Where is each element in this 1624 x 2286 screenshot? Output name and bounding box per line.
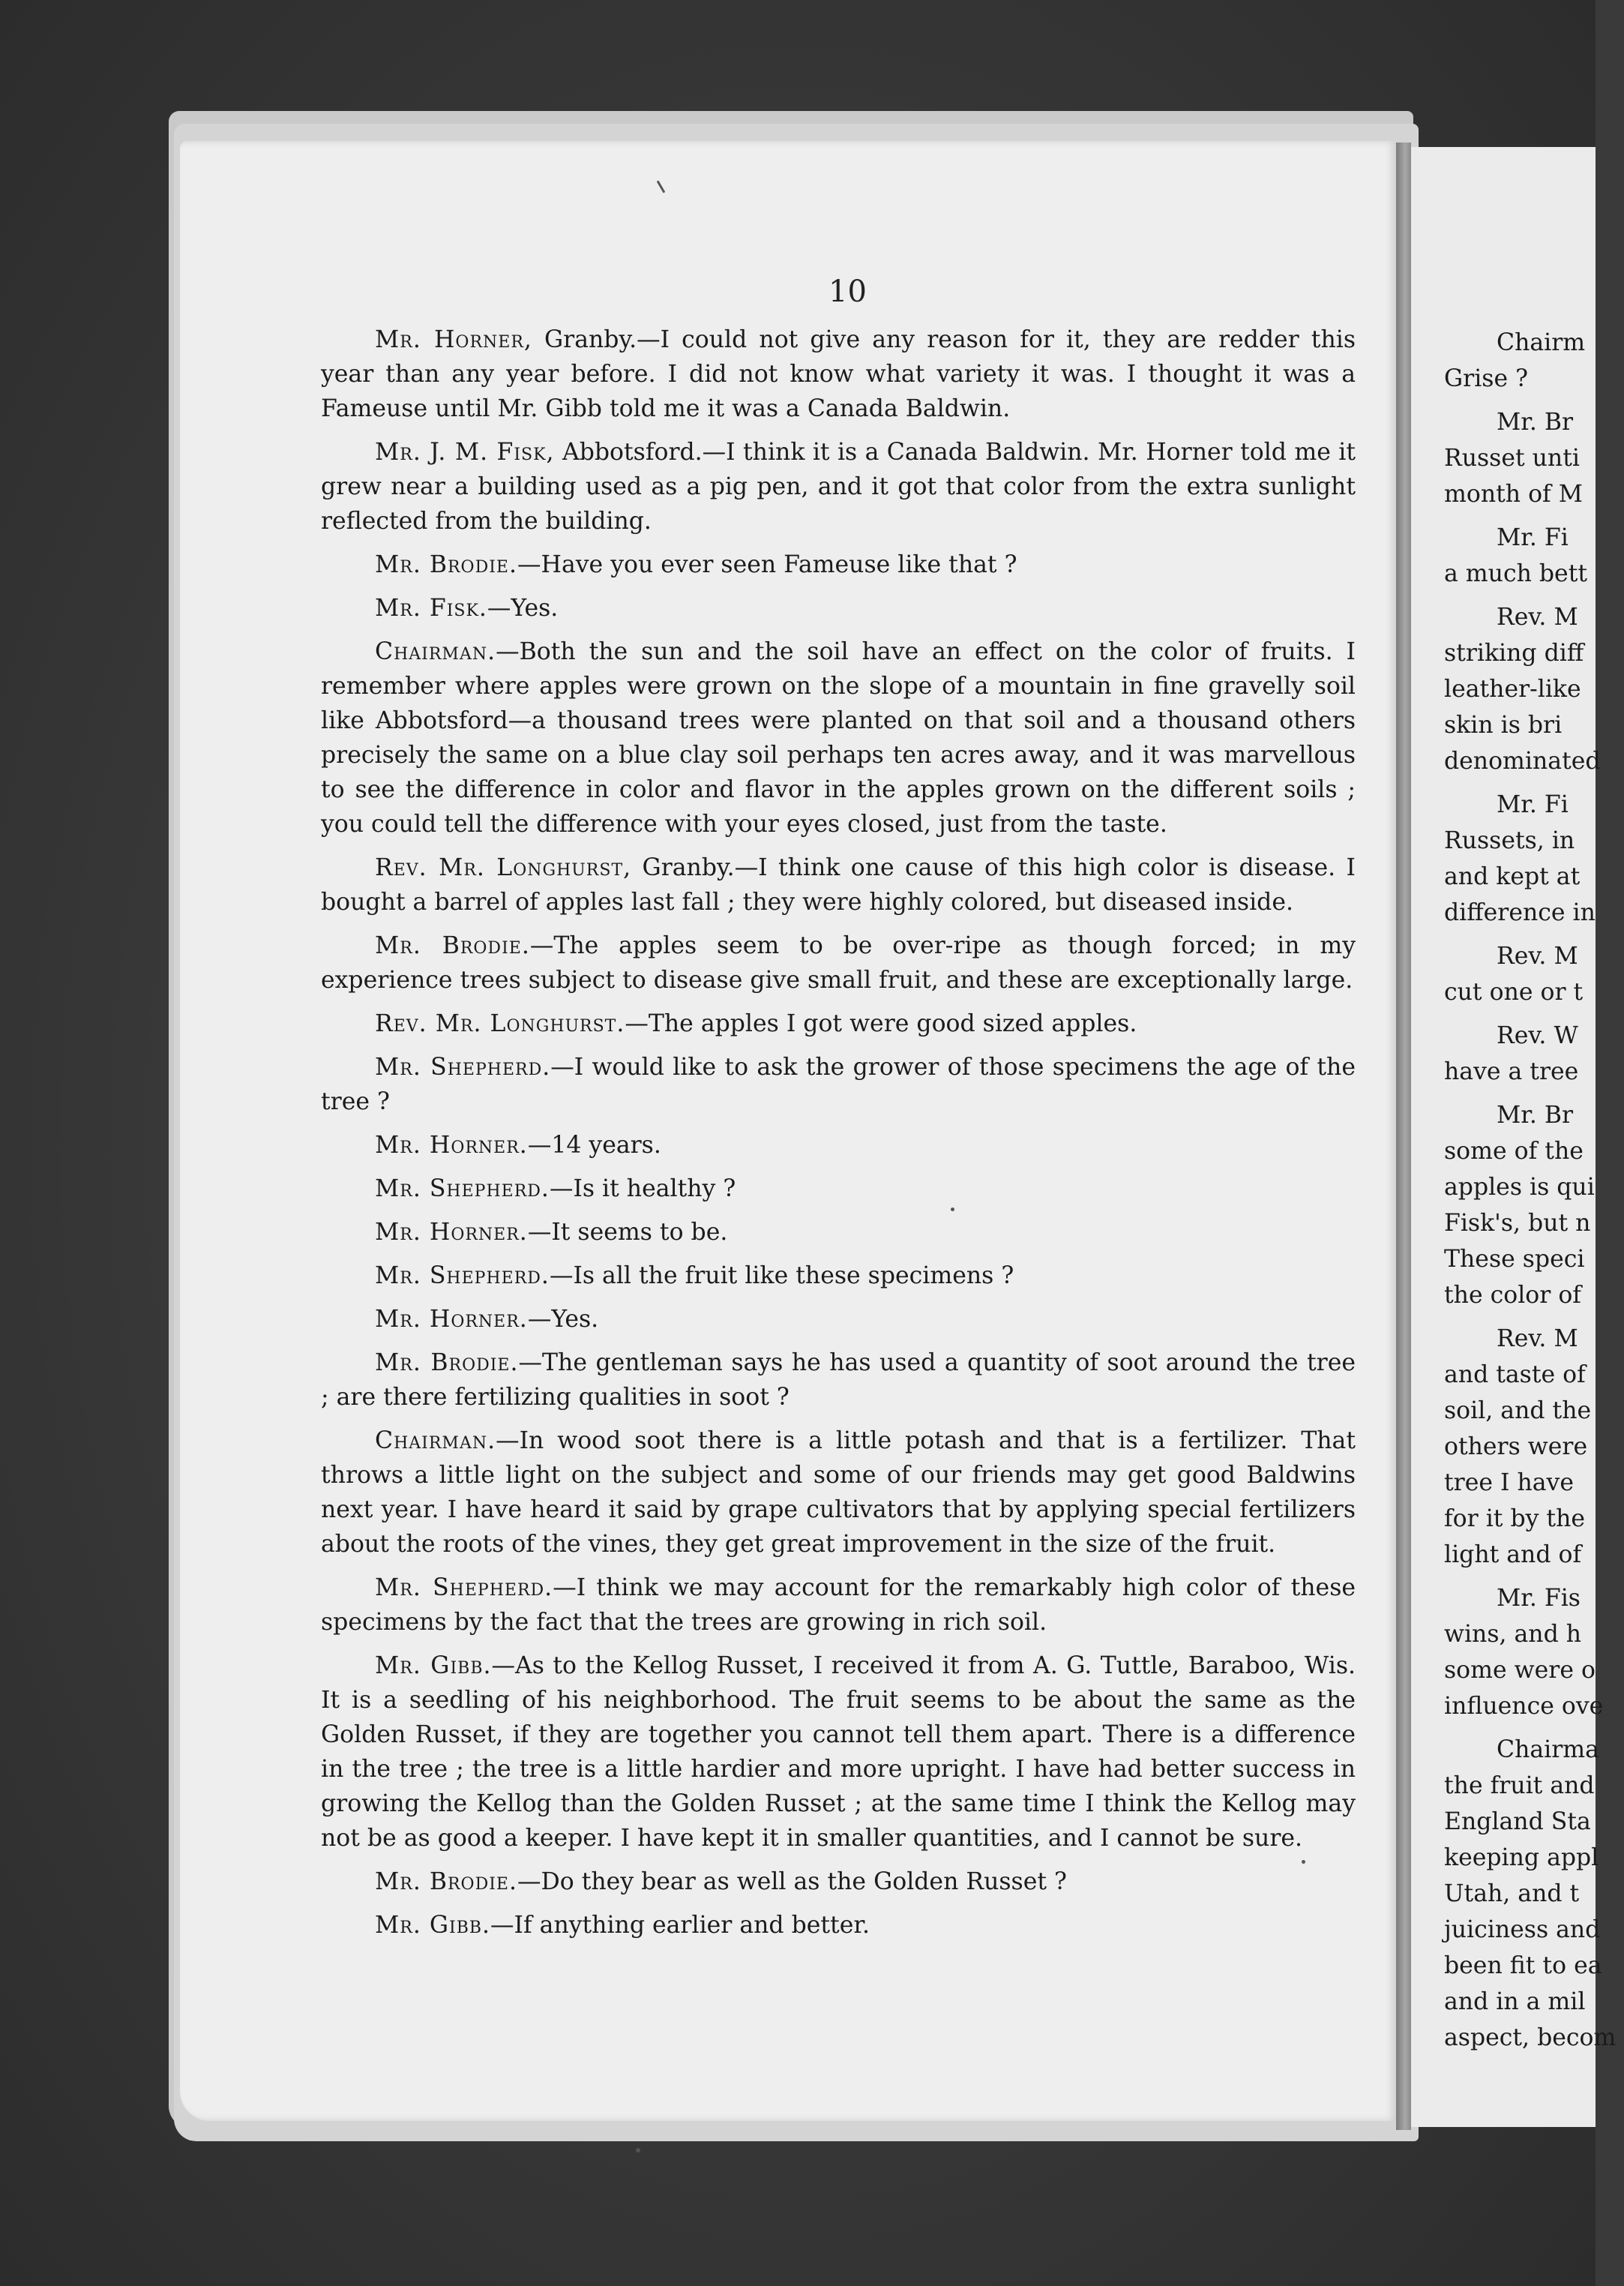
right-page-line: month of M [1444,481,1583,508]
speaker-name: Mr. Gibb. [375,1912,491,1939]
line-gap [1444,398,1624,405]
paragraph-text: Abbotsford.—I think it is a Canada Baldwin. Mr. Horner told me it grew near a building used as a pig pen, and it got that color from the extra sunlight reflected from the building. [321,439,1356,535]
right-page-line: difference in [1444,899,1596,926]
line-gap [1444,1574,1624,1581]
right-page-line: some were o [1444,1657,1596,1684]
line-gap [1444,592,1624,600]
speaker-name: Mr. Horner. [375,1219,528,1246]
paragraph-text: —In wood soot there is a little potash and that is a fertilizer. That throws a little light on the subject and some of our friends may get good Baldwins next year. I have heard it said by grape cultivators that by applying special fertilizers about the roots of the vines, they get great improvement in the size of the fruit. [321,1427,1356,1558]
right-page-line: leather-like [1444,676,1581,703]
paragraph-text: Granby.—I could not give any reason for it, they are redder this year than any year before. I did not know what variety it was. I thought it was a Fameuse until Mr. Gibb told me it was a Canada Baldwin. [321,326,1356,422]
speaker-name: Mr. J. M. Fisk, [375,439,555,466]
dialogue-paragraph [321,1172,1356,1206]
right-page-line: some of the [1444,1138,1584,1165]
right-page-column [1444,326,1624,2056]
right-page-line: striking diff [1444,640,1584,667]
speaker-name: Chairman. [375,1427,496,1454]
paragraph-text: —14 years. [527,1132,661,1159]
right-page-line: others were [1444,1433,1588,1460]
speaker-name: Mr. Shepherd. [375,1262,550,1289]
dialogue-paragraph [321,1215,1356,1250]
speaker-name: Mr. Brodie. [375,551,517,578]
dialogue-paragraph [321,1570,1356,1640]
right-page-line: Mr. Fis [1497,1585,1581,1612]
paragraph-text: —Is it healthy ? [549,1175,736,1202]
right-page-line: and taste of [1444,1361,1586,1388]
right-page-line: Mr. Fi [1497,791,1569,818]
paragraph-text: —Both the sun and the soil have an effect on the color of fruits. I remember where apples were grown on the slope of a mountain in fine gravelly soil like Abbotsford—a thousand trees were planted on that soil and a thousand others precisely the same on a blue clay soil perhaps ten acres away, and it was marvellous to see the difference in color and flavor in the apples grown on the different soils ; you could tell the difference with your eyes closed, just from the taste. [321,638,1356,838]
right-page-line: Mr. Br [1497,409,1574,436]
line-gap [1444,1090,1624,1098]
paragraph-text: —The apples I got were good sized apples. [625,1010,1137,1037]
line-gap [1444,780,1624,788]
paragraph-text: —Yes. [527,1306,599,1333]
line-gap [1444,513,1624,520]
right-page-line: Rev. M [1497,1325,1578,1352]
speaker-name: Mr. Horner. [375,1132,528,1159]
line-gap [1444,1314,1624,1322]
speaker-name: Mr. Brodie. [375,1349,519,1376]
paragraph-text: —If anything earlier and better. [490,1912,870,1939]
speaker-name: Chairman. [375,638,496,665]
right-page-line: have a tree [1444,1058,1579,1085]
dialogue-paragraph [321,1258,1356,1293]
speaker-name: Mr. Shepherd. [375,1175,550,1202]
right-page-line: for it by the [1444,1505,1586,1532]
line-gap [1444,1725,1624,1732]
right-page-line: Rev. W [1497,1022,1578,1049]
right-page-line: Rev. M [1497,604,1578,631]
right-page [1411,147,1617,2127]
speaker-name: Rev. Mr. Longhurst. [375,1010,625,1037]
line-gap [1444,1011,1624,1018]
right-page-line: keeping appl [1444,1844,1599,1871]
dialogue-paragraph [321,1006,1356,1041]
speaker-name: Mr. Horner, [375,326,532,353]
right-page-line: tree I have [1444,1469,1574,1496]
dialogue-paragraph [321,1648,1356,1856]
ink-speck [1302,1860,1305,1864]
dialogue-paragraph [321,850,1356,920]
right-page-line: Chairm [1497,329,1586,356]
right-page-line: a much bett [1444,560,1588,587]
right-page-line: apples is qui [1444,1174,1595,1201]
right-page-line: juiciness and [1444,1916,1601,1943]
dialogue-paragraph [321,322,1356,426]
right-page-line: Mr. Br [1497,1102,1574,1129]
right-page-line: Grise ? [1444,365,1529,392]
right-page-line: denominated [1444,748,1601,775]
right-page-line: been fit to ea [1444,1952,1602,1979]
paragraph-text: —Do they bear as well as the Golden Russet ? [517,1868,1067,1895]
right-page-line: soil, and the [1444,1397,1592,1424]
right-page-line: Fisk's, but n [1444,1210,1591,1237]
paragraph-text: —I think we may account for the remarkably high color of these specimens by the fact that the trees are growing in rich soil. [321,1574,1356,1636]
dialogue-paragraph [321,1050,1356,1119]
dialogue-paragraph [321,1128,1356,1162]
speaker-name: Mr. Shepherd. [375,1054,551,1081]
page-number: 10 [828,274,867,309]
speaker-name: Rev. Mr. Longhurst, [375,854,632,881]
paragraph-text: —Yes. [487,595,559,622]
speaker-name: Mr. Brodie. [375,1868,517,1895]
right-page-line: These speci [1444,1246,1585,1273]
dialogue-paragraph [321,591,1356,626]
right-page-line: Chairma [1497,1736,1599,1763]
right-page-line: the color of [1444,1282,1581,1309]
dialogue-paragraph [321,1864,1356,1899]
right-page-line: cut one or t [1444,979,1584,1006]
paragraph-text: —Is all the fruit like these specimens ? [549,1262,1014,1289]
dialogue-paragraph [321,435,1356,538]
paragraph-text: —The gentleman says he has used a quantity of soot around the tree ; are there fertilizing qualities in soot ? [321,1349,1356,1411]
speaker-name: Mr. Brodie. [375,932,530,959]
ink-speck [951,1208,954,1211]
paragraph-text: —It seems to be. [527,1219,728,1246]
dialogue-paragraph [321,928,1356,998]
paragraph-text: —I would like to ask the grower of those specimens the age of the tree ? [321,1054,1356,1115]
right-page-line: and in a mil [1444,1988,1586,2015]
speaker-name: Mr. Gibb. [375,1652,492,1679]
right-page-line: Mr. Fi [1497,524,1569,551]
speaker-name: Mr. Horner. [375,1306,528,1333]
dialogue-paragraph [321,1302,1356,1336]
right-page-line: Russet unti [1444,445,1580,472]
right-page-line: Utah, and t [1444,1880,1580,1907]
dialogue-paragraph [321,1346,1356,1414]
dialogue-paragraph [321,1908,1356,1942]
book-gutter [1396,142,1411,2130]
dialogue-paragraph [321,1424,1356,1562]
right-page-line: England Sta [1444,1808,1591,1835]
ink-speck [636,2148,640,2152]
paragraph-text: Granby.—I think one cause of this high color is disease. I bought a barrel of apples last fall ; they were highly colored, but diseased inside. [321,854,1356,916]
right-page-line: aspect, becom [1444,2024,1617,2051]
paragraph-text: —Have you ever seen Fameuse like that ? [517,551,1017,578]
right-page-line: Russets, in [1444,827,1575,854]
right-page-line: skin is bri [1444,712,1563,739]
dialogue-paragraph [321,634,1356,842]
paragraph-text: —The apples seem to be over-ripe as though forced; in my experience trees subject to disease give small fruit, and these are exceptionally large. [321,932,1356,994]
right-page-line: wins, and h [1444,1621,1582,1648]
right-page-line: and kept at [1444,863,1581,890]
right-page-line: influence ove [1444,1693,1604,1720]
right-page-line: Rev. M [1497,943,1578,970]
main-text-column [321,322,1356,1952]
line-gap [1444,932,1624,939]
speaker-name: Mr. Shepherd. [375,1574,553,1601]
speaker-name: Mr. Fisk. [375,595,487,622]
right-page-line: light and of [1444,1541,1582,1568]
dialogue-paragraph [321,548,1356,582]
right-page-line: the fruit and [1444,1772,1595,1799]
paragraph-text: —As to the Kellog Russet, I received it from A. G. Tuttle, Baraboo, Wis. It is a seedling of his neighborhood. The fruit seems to be about the same as the Golden Russet, if they are together you cannot tell them apart. There is a difference in the tree ; the tree is a little hardier and more upright. I have had better success in growing the Kellog than the Golden Russet ; at the same time I think the Kellog may not be as good a keeper. I have kept it in smaller quantities, and I cannot be sure. [321,1652,1356,1852]
